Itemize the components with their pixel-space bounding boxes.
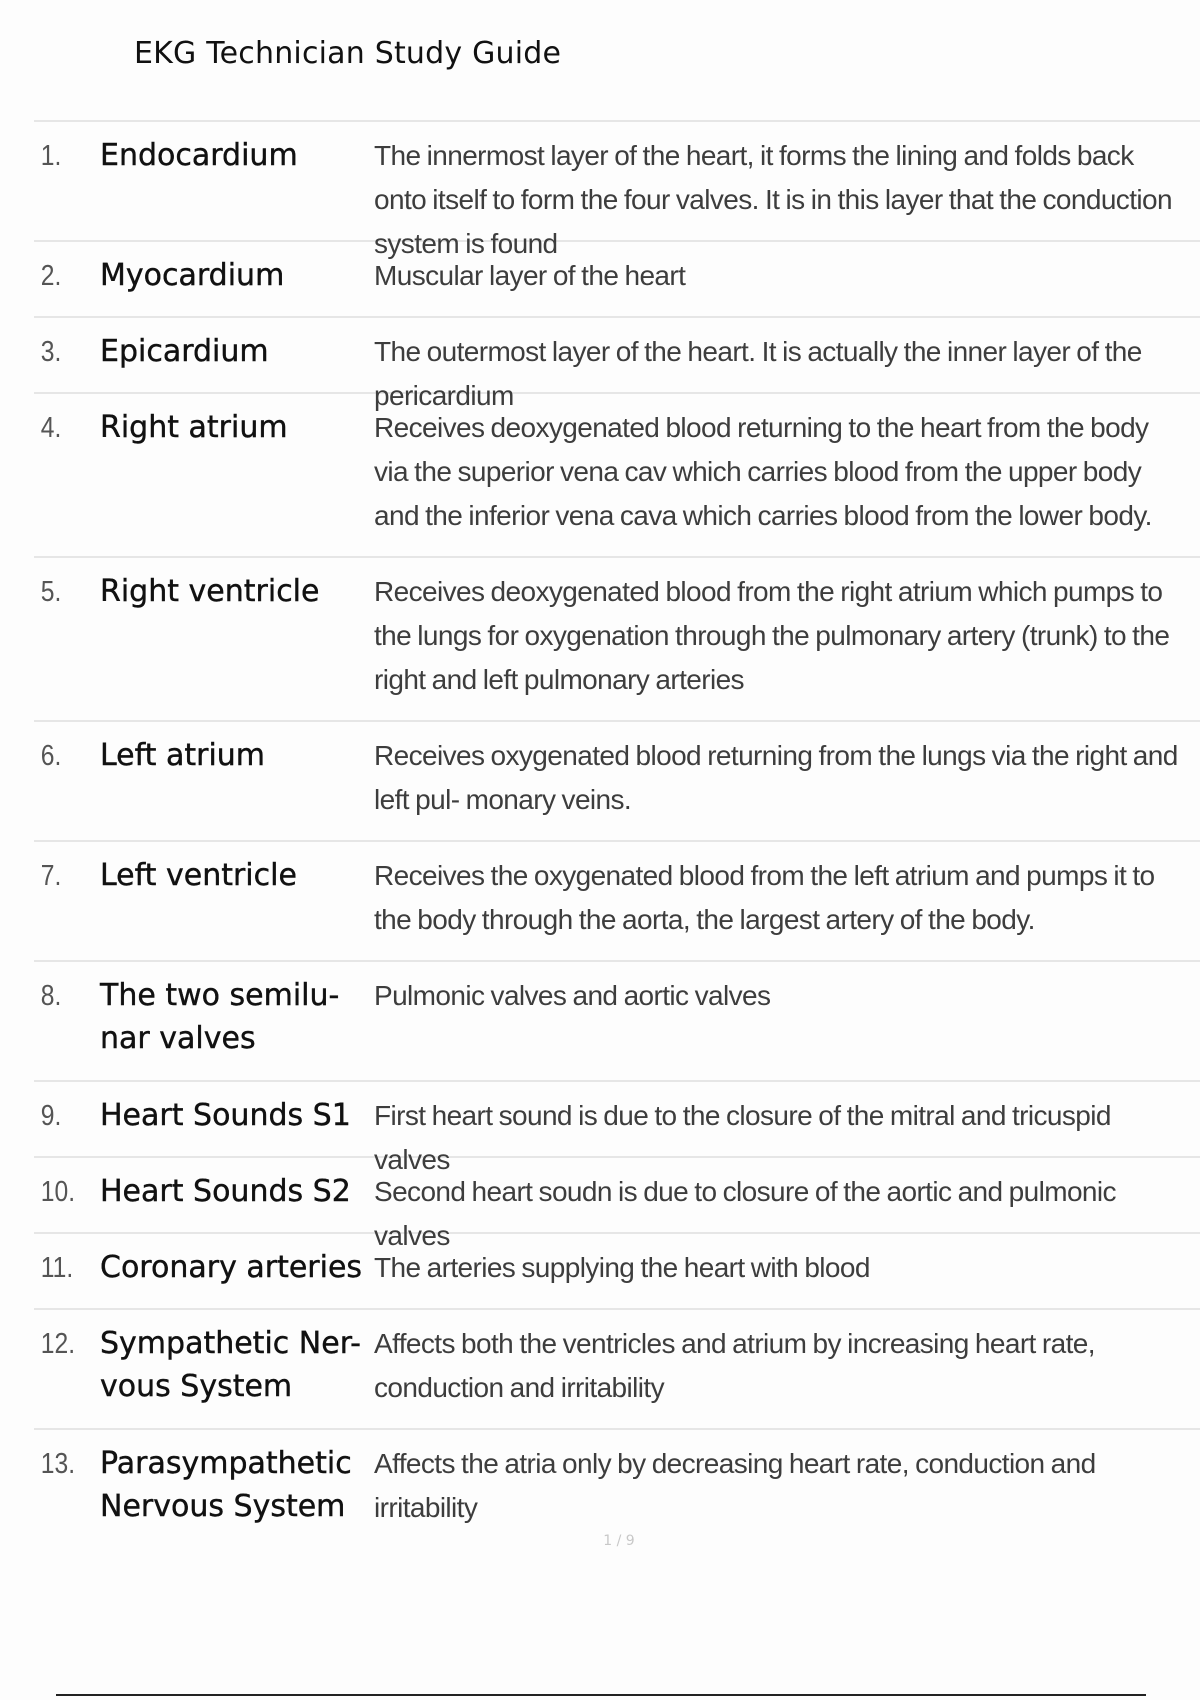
term-definition: Pulmonic valves and aortic valves	[374, 980, 771, 1011]
term-name: Myocardium	[100, 258, 285, 293]
term-row	[34, 962, 1200, 1082]
term-definition: Receives deoxygenated blood from the right atrium which pumps to the lungs for oxygenation through the pulmonary artery (trunk) to the right and left pulmonary arteries	[374, 576, 1170, 695]
term-name: Heart Sounds S2	[100, 1174, 351, 1209]
term-number: 13.	[40, 1448, 76, 1480]
term-number: 9.	[40, 1100, 62, 1132]
term-definition: Receives oxygenated blood returning from the lungs via the right and left pul- monary veins.	[374, 740, 1178, 815]
term-definition: First heart sound is due to the closure of the mitral and tricuspid valves	[374, 1100, 1111, 1175]
term-row	[34, 722, 1200, 842]
document-title: EKG Technician Study Guide	[134, 36, 562, 71]
term-name: Coronary arteries	[100, 1250, 363, 1285]
term-definition: Affects the atria only by decreasing heart rate, conduction and irritability	[374, 1448, 1096, 1523]
term-definition: The arteries supplying the heart with blood	[374, 1252, 870, 1283]
term-number: 4.	[40, 412, 62, 444]
term-row	[34, 558, 1200, 722]
term-number: 3.	[40, 336, 62, 368]
term-number: 7.	[40, 860, 62, 892]
term-row	[34, 1234, 1200, 1310]
term-row	[34, 1082, 1200, 1175]
term-definition: Second heart soudn is due to closure of the aortic and pulmonic valves	[374, 1176, 1116, 1251]
term-name: The two semilu- nar valves	[100, 978, 340, 1056]
term-row	[34, 318, 1200, 411]
term-definition: The innermost layer of the heart, it forms the lining and folds back onto itself to form the four valves. It is in this layer that the conduction system is found	[374, 140, 1172, 259]
term-name: Heart Sounds S1	[100, 1098, 351, 1133]
term-name: Left atrium	[100, 738, 266, 773]
terms-table	[34, 120, 1200, 1546]
term-name: Right ventricle	[100, 574, 320, 609]
term-number: 12.	[40, 1328, 76, 1360]
term-number: 1.	[40, 140, 62, 172]
term-definition: Affects both the ventricles and atrium by increasing heart rate, conduction and irritability	[374, 1328, 1095, 1403]
term-row	[34, 842, 1200, 962]
term-row	[34, 394, 1200, 558]
term-row	[34, 1430, 1200, 1546]
term-name: Parasympathetic Nervous System	[100, 1446, 352, 1524]
term-number: 10.	[40, 1176, 76, 1208]
term-number: 11.	[40, 1252, 74, 1284]
term-name: Epicardium	[100, 334, 269, 369]
term-definition: Receives deoxygenated blood returning to the heart from the body via the superior vena cav which carries blood from the upper body and the inferior vena cava which carries blood from the lower body.	[374, 412, 1152, 531]
term-number: 6.	[40, 740, 62, 772]
term-number: 8.	[40, 980, 62, 1012]
term-row	[34, 1158, 1200, 1251]
page-indicator: 1 / 9	[603, 1533, 635, 1549]
term-definition: Muscular layer of the heart	[374, 260, 686, 291]
term-definition: The outermost layer of the heart. It is actually the inner layer of the pericardium	[374, 336, 1142, 411]
term-row	[34, 1310, 1200, 1430]
term-name: Endocardium	[100, 138, 298, 173]
term-name: Left ventricle	[100, 858, 297, 893]
term-row	[34, 122, 1200, 259]
term-name: Right atrium	[100, 410, 288, 445]
term-number: 2.	[40, 260, 62, 292]
bottom-divider	[56, 1694, 1146, 1696]
term-row	[34, 242, 1200, 318]
term-name: Sympathetic Ner- vous System	[100, 1326, 361, 1404]
term-definition: Receives the oxygenated blood from the left atrium and pumps it to the body through the aorta, the largest artery of the body.	[374, 860, 1155, 935]
term-number: 5.	[40, 576, 62, 608]
